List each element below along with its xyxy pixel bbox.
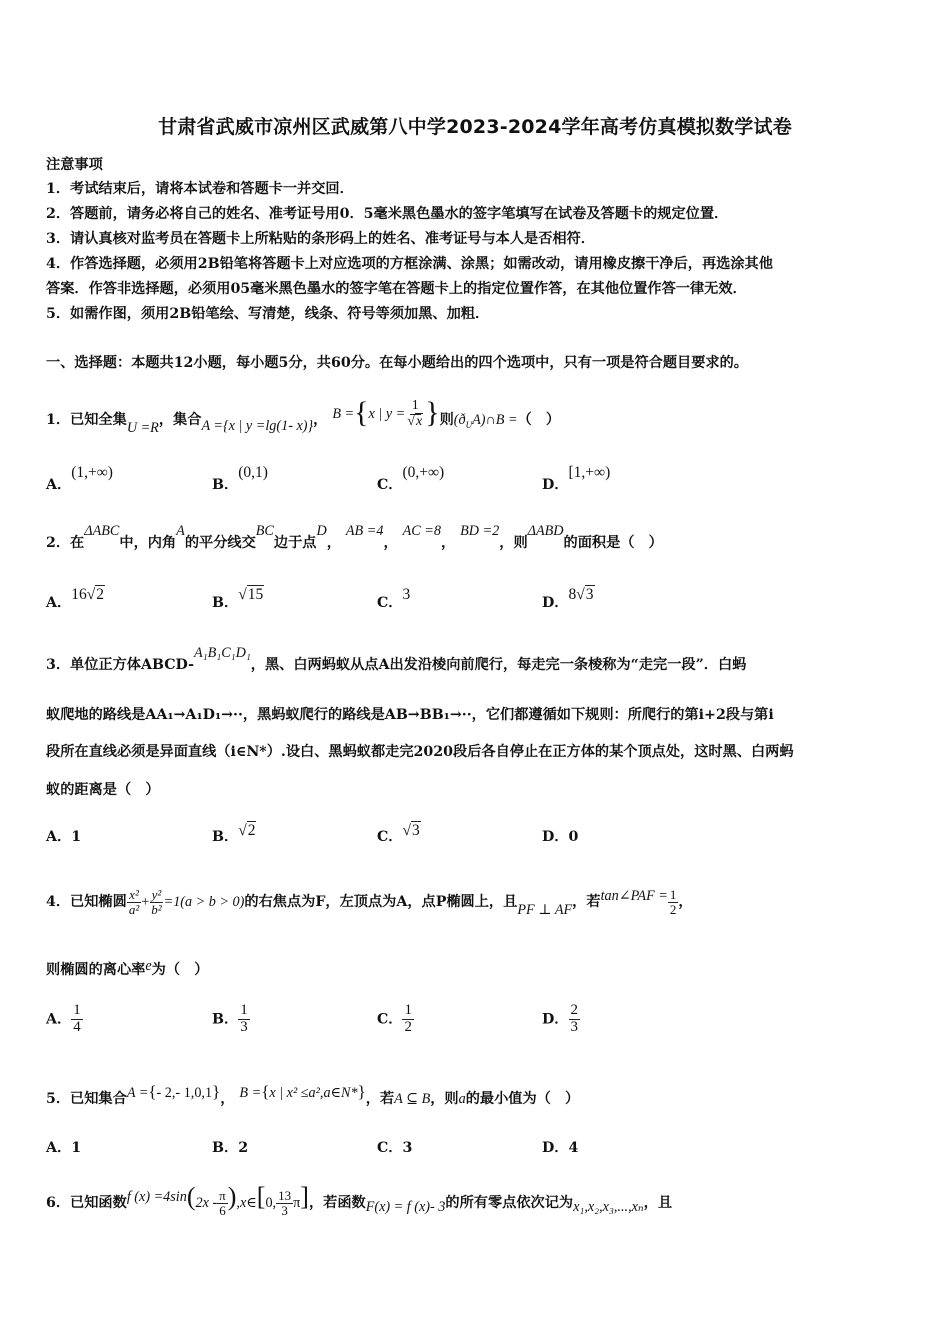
q3-option-d[interactable]: D．0 (542, 829, 579, 845)
q5-option-c[interactable]: C．3 (377, 1140, 413, 1156)
q1-set-b-fraction: $\frac{1}{√x}$ (407, 397, 423, 429)
q1-set-b-left: B = (332, 406, 355, 422)
q1-prefix: 1．已知全集 (46, 412, 127, 428)
notice-item: 答案．作答非选择题，必须用05毫米黑色墨水的签字笔在答题卡上的指定位置作答，在其他位置作答一律无效． (46, 281, 747, 297)
q6-pi-over-6: $\frac{\pi}{6}$ (219, 1187, 226, 1218)
notice-heading: 注意事项 (46, 157, 103, 173)
question-4-line-2: 则椭圆的离心率e为（ ） (46, 958, 209, 978)
q5-option-a[interactable]: A．1 (46, 1140, 82, 1156)
q4-option-c[interactable]: C． $\frac{1}{2}$ (377, 1002, 412, 1035)
q1-expression: $(ð_UA)\cap B$ = (453, 412, 518, 430)
q2-option-b[interactable]: B．√15 (212, 586, 264, 611)
q2-option-d[interactable]: D．8√3 (542, 586, 594, 611)
question-4: 4．已知椭圆 $\frac{\text{x²}}{\text{a²}}$ + $\frac{\text{y²}}{\text{b²}}$ =1(a > b > 0)的右焦点为F，左顶点为A，点P椭圆上，且PF ⊥ AF，若tan∠PAF = $\frac{1}{2}$ ， (46, 887, 693, 919)
section-heading: 一、选择题：本题共12小题，每小题5分，共60分。在每小题给出的四个选项中，只有一项是符合题目要求的。 (46, 355, 748, 371)
q1-universal-set: U =R (126, 420, 159, 436)
q3-option-b[interactable]: B．√2 (212, 822, 256, 845)
question-6: 6．已知函数f (x) =4sin(2x - $\frac{\pi}{6}$ ),x∈[0, $\frac{13}{3}$ π]，若函数F(x) = f (x)- 3的所有零点依次记为x₁,x₂,x₃,...,xₙ，且 (46, 1182, 673, 1218)
q4-option-a[interactable]: A． $\frac{1}{4}$ (46, 1002, 81, 1035)
q1-option-a[interactable]: A．(1,+∞) (46, 464, 113, 493)
question-1: 1．已知全集U =R，集合A ={x | y =lg(1- x)}， B ={x | y = $\frac{1}{√x}$ }则$(ð_UA)\cap B$ =（ ） (46, 396, 561, 436)
q1-set-a: A ={x | y =lg(1- x)} (201, 418, 314, 434)
q1-option-d[interactable]: D．[1,+∞) (542, 464, 611, 493)
notice-item: 5．如需作图，须用2B铅笔绘、写清楚，线条、符号等须加黑、加粗． (46, 306, 490, 322)
q5-option-d[interactable]: D．4 (542, 1140, 579, 1156)
q2-option-c[interactable]: C．3 (377, 586, 411, 611)
q4-x-fraction: $\frac{\text{x²}}{\text{a²}}$ (128, 887, 140, 917)
q1-tail: 则 (439, 412, 454, 428)
question-2: 2．在ΔABC中，内角A的平分线交BC边于点D， AB =4， AC =8， BD =2，则ΔABD的面积是（ ） (46, 523, 663, 551)
q1-mid: ，集合 (158, 412, 202, 428)
q1-set-b: x | y = (368, 406, 406, 422)
q3-option-a[interactable]: A．1 (46, 829, 82, 845)
q3-option-c[interactable]: C．√3 (377, 822, 420, 845)
q4-y-fraction: $\frac{\text{y²}}{\text{b²}}$ (151, 887, 162, 917)
question-3-line-2: 蚁爬地的路线是AA₁→A₁D₁→··，黑蚂蚁爬行的路线是AB→BB₁→··，它们都遵循如下规则：所爬行的第i+2段与第i (46, 707, 774, 723)
page-title: 甘肃省武威市凉州区武威第八中学2023-2024学年高考仿真模拟数学试卷 (158, 116, 792, 138)
notice-item: 3．请认真核对监考员在答题卡上所粘贴的条形码上的姓名、准考证号与本人是否相符． (46, 231, 595, 247)
notice-item: 4．作答选择题，必须用2B铅笔将答题卡上对应选项的方框涂满、涂黑；如需改动，请用橡皮擦干净后，再选涂其他 (46, 256, 773, 272)
q1-paren: （ ） (517, 412, 561, 428)
q1-option-b[interactable]: B．(0,1) (212, 464, 268, 493)
q6-13-over-3: $\frac{13}{3}$ (278, 1187, 292, 1218)
q1-sep: ， (313, 412, 328, 428)
question-3-line-4: 蚁的距离是（ ） (46, 782, 160, 798)
q4-option-d[interactable]: D． $\frac{2}{3}$ (542, 1002, 578, 1035)
question-5: 5．已知集合A ={- 2,- 1,0,1}， B ={x | x² ≤a²,a∈N*}，若A ⊆ B，则a的最小值为（ ） (46, 1082, 580, 1107)
q5-option-b[interactable]: B．2 (212, 1140, 249, 1156)
notice-item: 2．答题前，请务必将自己的姓名、准考证号用0．5毫米黑色墨水的签字笔填写在试卷及答题卡的规定位置． (46, 206, 729, 222)
question-3-line-3: 段所在直线必须是异面直线（i∈N*）.设白、黑蚂蚁都走完2020段后各自停止在正方体的某个顶点处，这时黑、白两蚂 (46, 744, 794, 760)
q2-option-a[interactable]: A．16√2 (46, 586, 104, 611)
q1-option-c[interactable]: C．(0,+∞) (377, 464, 445, 493)
q4-half: $\frac{1}{2}$ (669, 887, 677, 917)
q4-option-b[interactable]: B． $\frac{1}{3}$ (212, 1002, 248, 1035)
question-3-line-1: 3．单位正方体ABCD-A₁B₁C₁D₁，黑、白两蚂蚁从点A出发沿棱向前爬行，每走完一条棱称为“走完一段”．白蚂 (46, 645, 747, 673)
notice-item: 1．考试结束后，请将本试卷和答题卡一并交回． (46, 181, 354, 197)
